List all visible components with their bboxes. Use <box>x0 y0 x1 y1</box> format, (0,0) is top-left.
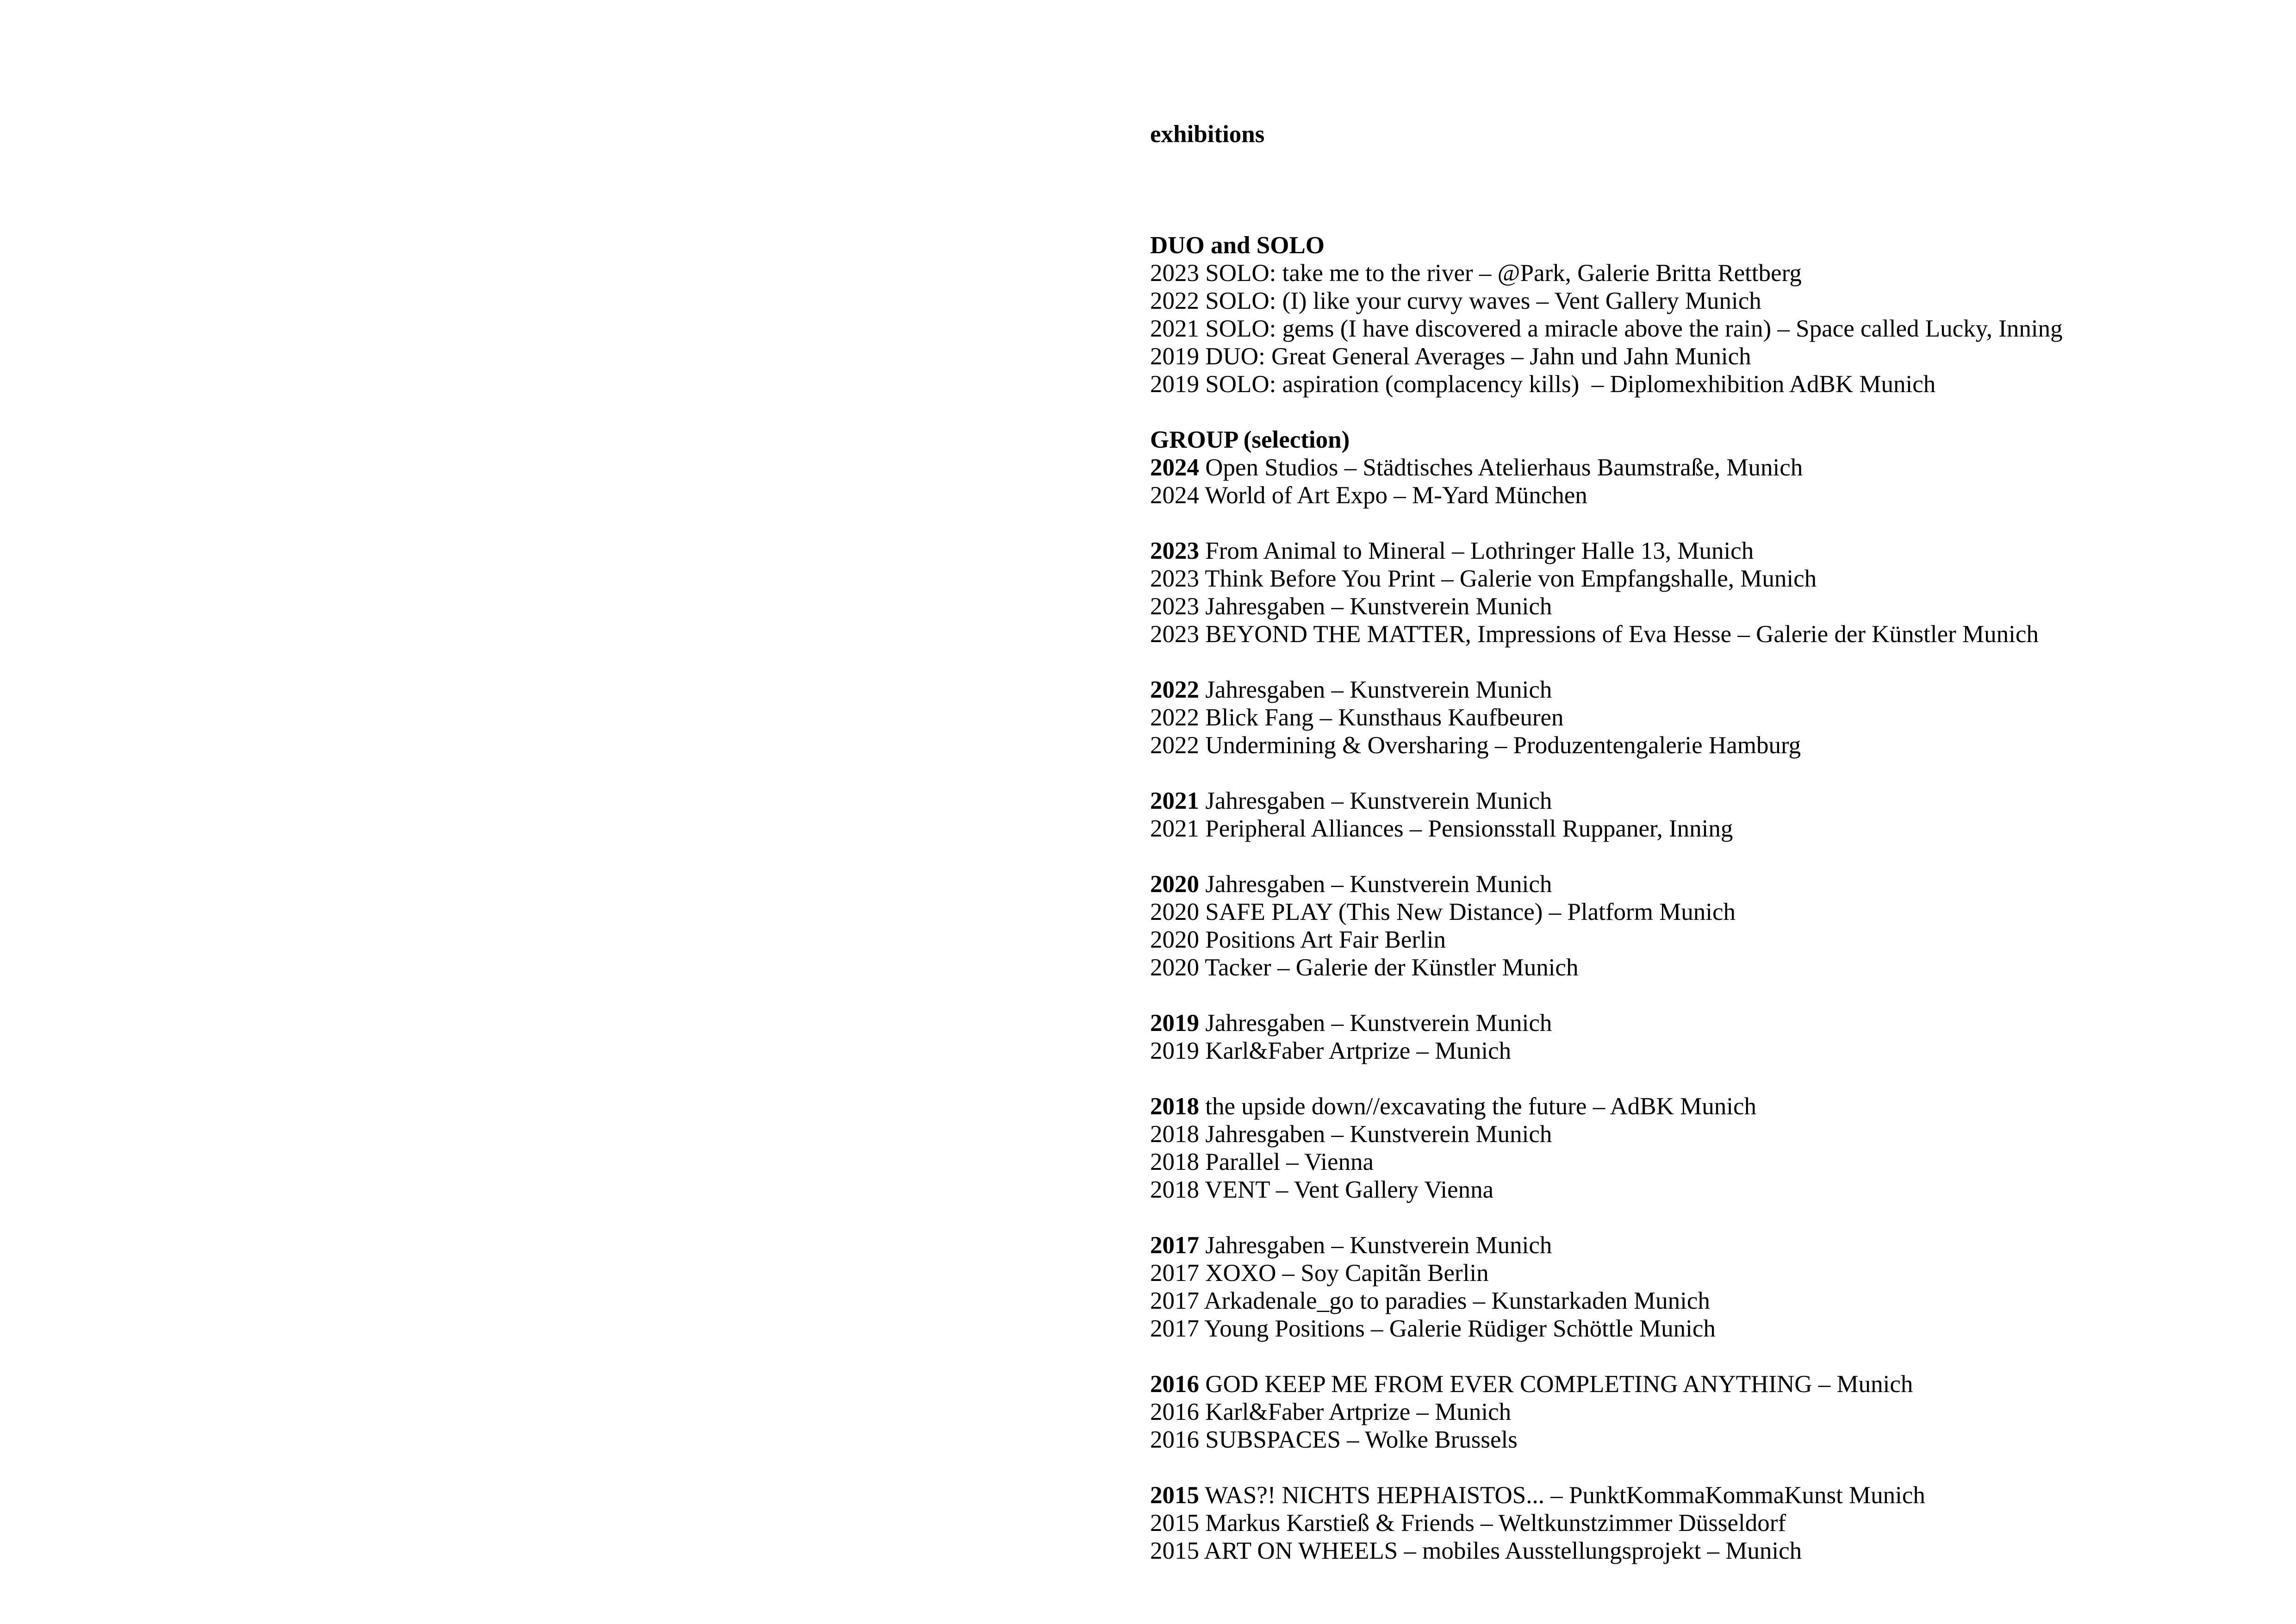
exhibition-entry <box>1150 815 2063 843</box>
year-group <box>1150 870 2063 981</box>
entry-text: 2019 Karl&Faber Artprize – Munich <box>1150 1037 1512 1064</box>
entry-text: 2017 Young Positions – Galerie Rüdiger Schöttle Munich <box>1150 1315 1716 1342</box>
entry-year-bold: 2022 <box>1150 676 1199 703</box>
entry-text: 2022 Blick Fang – Kunsthaus Kaufbeuren <box>1150 704 1564 731</box>
entry-text: 2017 XOXO – Soy Capitãn Berlin <box>1150 1260 1489 1287</box>
entry-text: 2021 Peripheral Alliances – Pensionsstall Ruppaner, Inning <box>1150 815 1733 842</box>
exhibition-entry <box>1150 1176 2063 1204</box>
section-heading: DUO and SOLO <box>1150 232 1325 259</box>
exhibition-entry <box>1150 343 2063 370</box>
exhibition-entry <box>1150 676 2063 704</box>
exhibition-entry <box>1150 537 2063 565</box>
year-group <box>1150 454 2063 509</box>
exhibition-entry <box>1150 1315 2063 1343</box>
exhibition-entry <box>1150 1481 2063 1509</box>
year-group <box>1150 787 2063 843</box>
exhibition-entry <box>1150 259 2063 287</box>
exhibition-entry <box>1150 315 2063 343</box>
entry-text: Jahresgaben – Kunstverein Munich <box>1199 787 1552 814</box>
exhibition-entry <box>1150 454 2063 481</box>
entry-text: 2020 SAFE PLAY (This New Distance) – Platform Munich <box>1150 899 1736 925</box>
entry-text: 2017 Arkadenale_go to paradies – Kunstarkaden Munich <box>1150 1287 1710 1314</box>
entry-year-bold: 2020 <box>1150 871 1199 898</box>
exhibition-entry <box>1150 1009 2063 1037</box>
page-title: exhibitions <box>1150 121 1265 148</box>
entry-year-bold: 2024 <box>1150 454 1199 481</box>
entry-text: 2018 VENT – Vent Gallery Vienna <box>1150 1176 1494 1203</box>
exhibition-entry <box>1150 565 2063 593</box>
entry-year-bold: 2019 <box>1150 1010 1199 1037</box>
entry-text: 2024 World of Art Expo – M-Yard München <box>1150 482 1587 509</box>
entry-text: 2023 Think Before You Print – Galerie von Empfangshalle, Munich <box>1150 565 1817 592</box>
exhibition-entry <box>1150 1398 2063 1426</box>
exhibition-entry <box>1150 926 2063 954</box>
entry-text: 2018 Jahresgaben – Kunstverein Munich <box>1150 1121 1552 1148</box>
exhibition-entry <box>1150 370 2063 398</box>
exhibition-entry <box>1150 898 2063 926</box>
year-group <box>1150 676 2063 759</box>
entry-text: 2022 SOLO: (I) like your curvy waves – Vent Gallery Munich <box>1150 287 1761 314</box>
entry-text: Jahresgaben – Kunstverein Munich <box>1199 871 1552 898</box>
sections-container <box>1150 231 2063 1565</box>
entry-year-bold: 2017 <box>1150 1232 1199 1259</box>
exhibitions-list <box>1150 65 2063 1624</box>
exhibition-entry <box>1150 731 2063 759</box>
year-group <box>1150 1231 2063 1343</box>
entry-text: 2021 SOLO: gems (I have discovered a miracle above the rain) – Space called Lucky, Inning <box>1150 315 2063 342</box>
exhibition-entry <box>1150 870 2063 898</box>
exhibition-entry <box>1150 954 2063 981</box>
exhibition-entry <box>1150 481 2063 509</box>
entry-text: Jahresgaben – Kunstverein Munich <box>1199 676 1552 703</box>
exhibition-entry <box>1150 1120 2063 1148</box>
exhibition-entry <box>1150 1093 2063 1120</box>
exhibition-entry <box>1150 1037 2063 1065</box>
entry-text: Jahresgaben – Kunstverein Munich <box>1199 1010 1552 1037</box>
entry-text: 2022 Undermining & Oversharing – Produzentengalerie Hamburg <box>1150 732 1801 759</box>
entry-text: 2015 Markus Karstieß & Friends – Weltkunstzimmer Düsseldorf <box>1150 1510 1786 1537</box>
section-heading: GROUP (selection) <box>1150 426 1350 453</box>
year-group <box>1150 1481 2063 1565</box>
year-group <box>1150 1009 2063 1065</box>
exhibition-entry <box>1150 1370 2063 1398</box>
entry-text: 2019 SOLO: aspiration (complacency kills) – Diplomexhibition AdBK Munich <box>1150 371 1936 398</box>
entry-text: Open Studios – Städtisches Atelierhaus Baumstraße, Munich <box>1199 454 1803 481</box>
exhibition-entry <box>1150 1231 2063 1259</box>
entry-year-bold: 2021 <box>1150 787 1199 814</box>
year-group <box>1150 1093 2063 1204</box>
exhibition-entry <box>1150 620 2063 648</box>
entry-text: From Animal to Mineral – Lothringer Halle 13, Munich <box>1199 537 1754 564</box>
exhibition-entry <box>1150 1426 2063 1454</box>
entry-text: 2015 ART ON WHEELS – mobiles Ausstellungsprojekt – Munich <box>1150 1537 1802 1564</box>
exhibition-entry <box>1150 787 2063 815</box>
entry-text: 2023 BEYOND THE MATTER, Impressions of Eva Hesse – Galerie der Künstler Munich <box>1150 621 2039 648</box>
exhibition-entry <box>1150 593 2063 620</box>
entry-text: 2023 Jahresgaben – Kunstverein Munich <box>1150 593 1552 620</box>
entry-text: 2020 Positions Art Fair Berlin <box>1150 926 1446 953</box>
exhibition-entry <box>1150 1287 2063 1315</box>
exhibition-section <box>1150 426 2063 1565</box>
entry-text: WAS?! NICHTS HEPHAISTOS... – PunktKommaKommaKunst Munich <box>1199 1482 1925 1509</box>
entry-year-bold: 2016 <box>1150 1371 1199 1398</box>
entry-text: Jahresgaben – Kunstverein Munich <box>1199 1232 1552 1259</box>
entry-text: 2023 SOLO: take me to the river – @Park, Galerie Britta Rettberg <box>1150 260 1802 287</box>
entry-text: the upside down//excavating the future – AdBK Munich <box>1199 1093 1757 1120</box>
year-group <box>1150 259 2063 398</box>
year-group <box>1150 537 2063 648</box>
exhibition-section <box>1150 231 2063 398</box>
exhibition-entry <box>1150 704 2063 731</box>
entry-year-bold: 2018 <box>1150 1093 1199 1120</box>
exhibition-entry <box>1150 1148 2063 1176</box>
entry-text: GOD KEEP ME FROM EVER COMPLETING ANYTHING – Munich <box>1199 1371 1913 1398</box>
exhibition-entry <box>1150 1509 2063 1537</box>
entry-text: 2016 SUBSPACES – Wolke Brussels <box>1150 1426 1518 1453</box>
year-group <box>1150 1370 2063 1454</box>
entry-text: 2019 DUO: Great General Averages – Jahn und Jahn Munich <box>1150 343 1751 370</box>
entry-text: 2016 Karl&Faber Artprize – Munich <box>1150 1399 1512 1425</box>
entry-text: 2018 Parallel – Vienna <box>1150 1149 1374 1175</box>
entry-text: 2020 Tacker – Galerie der Künstler Munich <box>1150 954 1579 981</box>
exhibition-entry <box>1150 287 2063 315</box>
entry-year-bold: 2015 <box>1150 1482 1199 1509</box>
entry-year-bold: 2023 <box>1150 537 1199 564</box>
exhibition-entry <box>1150 1259 2063 1287</box>
exhibition-entry <box>1150 1537 2063 1565</box>
